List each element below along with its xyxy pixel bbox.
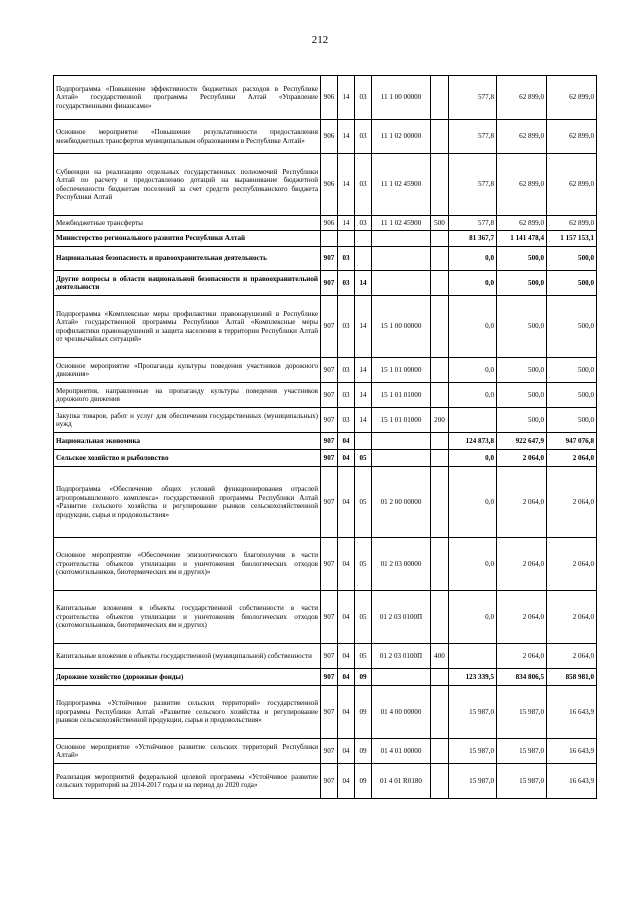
row-name: Национальная безопасность и правоохранительная деятельность (54, 247, 321, 271)
section-code: 03 (338, 408, 355, 433)
subsection-code: 03 (355, 154, 372, 216)
amount-year-1: 577,8 (449, 76, 497, 120)
amount-year-2: 62 899,0 (497, 76, 547, 120)
row-name: Основное мероприятие «Обеспечение эпизоотического благополучия в части строительства объектов утилизации и уничтожения биологических отходов (скотомогильников, биотермических ям и других)» (54, 538, 321, 591)
subsection-code: 14 (355, 358, 372, 383)
amount-year-1: 0,0 (449, 271, 497, 296)
subsection-code: 14 (355, 271, 372, 296)
expense-type-code (431, 383, 449, 408)
table-row (54, 644, 597, 669)
amount-year-3: 62 899,0 (547, 154, 597, 216)
row-name: Дорожное хозяйство (дорожные фонды) (54, 669, 321, 686)
amount-year-1: 81 367,7 (449, 231, 497, 247)
amount-year-3: 2 064,0 (547, 644, 597, 669)
subsection-code: 14 (355, 383, 372, 408)
expense-type-code (431, 450, 449, 467)
expense-type-code (431, 739, 449, 764)
amount-year-3: 500,0 (547, 408, 597, 433)
amount-year-1 (449, 408, 497, 433)
amount-year-1: 577,8 (449, 216, 497, 231)
amount-year-2: 15 987,0 (497, 764, 547, 799)
amount-year-1 (449, 644, 497, 669)
amount-year-3: 2 064,0 (547, 450, 597, 467)
grbs-code: 906 (321, 120, 338, 154)
expense-type-code (431, 433, 449, 450)
subsection-code: 09 (355, 739, 372, 764)
amount-year-3: 500,0 (547, 358, 597, 383)
table-row (54, 591, 597, 644)
row-name: Подпрограмма «Обеспечение общих условий функционирования отраслей агропромышленного комплекса» государственной программы Республики Алтай «Развитие сельского хозяйства и регулирование рынков сельскохозяйственной продукции, сырья и продовольствия» (54, 467, 321, 538)
expense-type-code (431, 669, 449, 686)
amount-year-3: 500,0 (547, 247, 597, 271)
amount-year-3: 500,0 (547, 296, 597, 358)
subsection-code: 05 (355, 538, 372, 591)
grbs-code: 907 (321, 296, 338, 358)
subsection-code: 03 (355, 76, 372, 120)
amount-year-1: 0,0 (449, 467, 497, 538)
table-row (54, 154, 597, 216)
expense-type-code (431, 467, 449, 538)
table-row (54, 231, 597, 247)
row-name: Реализация мероприятий федеральной целевой программы «Устойчивое развитие сельских территорий на 2014-2017 годы и на период до 2020 года» (54, 764, 321, 799)
section-code: 14 (338, 154, 355, 216)
row-name: Основное мероприятие «Пропаганда культуры поведения участников дорожного движения» (54, 358, 321, 383)
target-article-code: 01 4 01 R0180 (372, 764, 431, 799)
target-article-code (372, 247, 431, 271)
subsection-code: 03 (355, 120, 372, 154)
section-code: 03 (338, 271, 355, 296)
target-article-code: 01 2 00 00000 (372, 467, 431, 538)
target-article-code: 11 1 02 45900 (372, 216, 431, 231)
target-article-code: 01 2 03 00000 (372, 538, 431, 591)
amount-year-1: 0,0 (449, 538, 497, 591)
amount-year-2: 2 064,0 (497, 467, 547, 538)
table-row (54, 764, 597, 799)
amount-year-2: 500,0 (497, 296, 547, 358)
row-name: Подпрограмма «Устойчивое развитие сельских территорий» государственной программы Республики Алтай «Развитие сельского хозяйства и регулирование рынков сельскохозяйственной продукции, сырья и продовольствия» (54, 686, 321, 739)
amount-year-2: 62 899,0 (497, 154, 547, 216)
row-name: Подпрограмма «Комплексные меры профилактики правонарушений в Республике Алтай» государственной программы Республики Алтай «Комплексные меры профилактики правонарушений и защита населения в территории Республики Алтай от чрезвычайных ситуаций» (54, 296, 321, 358)
section-code: 03 (338, 296, 355, 358)
subsection-code: 05 (355, 591, 372, 644)
amount-year-1: 124 873,8 (449, 433, 497, 450)
amount-year-2: 500,0 (497, 358, 547, 383)
table-row (54, 216, 597, 231)
amount-year-2: 500,0 (497, 271, 547, 296)
amount-year-1: 0,0 (449, 591, 497, 644)
grbs-code: 906 (321, 154, 338, 216)
row-name: Межбюджетные трансферты (54, 216, 321, 231)
expense-type-code: 400 (431, 644, 449, 669)
grbs-code: 907 (321, 538, 338, 591)
amount-year-2: 922 647,9 (497, 433, 547, 450)
amount-year-2: 62 899,0 (497, 120, 547, 154)
amount-year-3: 62 899,0 (547, 216, 597, 231)
subsection-code: 03 (355, 216, 372, 231)
amount-year-2: 2 064,0 (497, 591, 547, 644)
amount-year-1: 0,0 (449, 450, 497, 467)
target-article-code (372, 271, 431, 296)
grbs-code: 907 (321, 644, 338, 669)
table-row (54, 271, 597, 296)
target-article-code (372, 669, 431, 686)
expense-type-code (431, 686, 449, 739)
row-name: Другие вопросы в области национальной безопасности и правоохранительной деятельности (54, 271, 321, 296)
amount-year-1: 0,0 (449, 296, 497, 358)
subsection-code (355, 231, 372, 247)
expense-type-code (431, 247, 449, 271)
amount-year-2: 2 064,0 (497, 644, 547, 669)
expense-type-code (431, 538, 449, 591)
row-name: Капитальные вложения в объекты государственной (муниципальной) собственности (54, 644, 321, 669)
subsection-code: 14 (355, 408, 372, 433)
target-article-code: 15 1 01 01000 (372, 408, 431, 433)
table-row (54, 120, 597, 154)
amount-year-1: 0,0 (449, 247, 497, 271)
expense-type-code (431, 271, 449, 296)
expense-type-code (431, 76, 449, 120)
subsection-code (355, 433, 372, 450)
section-code: 04 (338, 764, 355, 799)
amount-year-3: 500,0 (547, 271, 597, 296)
section-code: 04 (338, 467, 355, 538)
grbs-code: 907 (321, 467, 338, 538)
subsection-code: 05 (355, 467, 372, 538)
row-name: Основное мероприятие «Устойчивое развитие сельских территорий Республики Алтай» (54, 739, 321, 764)
target-article-code: 15 1 00 00000 (372, 296, 431, 358)
grbs-code: 907 (321, 591, 338, 644)
amount-year-3: 500,0 (547, 383, 597, 408)
target-article-code (372, 231, 431, 247)
subsection-code: 05 (355, 644, 372, 669)
amount-year-3: 1 157 153,1 (547, 231, 597, 247)
amount-year-1: 577,8 (449, 120, 497, 154)
grbs-code: 907 (321, 669, 338, 686)
target-article-code: 01 4 00 00000 (372, 686, 431, 739)
grbs-code: 907 (321, 764, 338, 799)
table-row (54, 408, 597, 433)
amount-year-3: 2 064,0 (547, 538, 597, 591)
target-article-code: 11 1 02 00000 (372, 120, 431, 154)
amount-year-3: 947 076,8 (547, 433, 597, 450)
table-row (54, 739, 597, 764)
target-article-code (372, 433, 431, 450)
budget-table (53, 75, 597, 799)
row-name: Закупка товаров, работ и услуг для обеспечения государственных (муниципальных) нужд (54, 408, 321, 433)
table-row (54, 383, 597, 408)
target-article-code: 01 2 03 0100П (372, 644, 431, 669)
row-name: Основное мероприятие «Повышение результативности предоставления межбюджетных трансфертов муниципальным образованиям в Республике Алтай» (54, 120, 321, 154)
expense-type-code (431, 154, 449, 216)
expense-type-code: 500 (431, 216, 449, 231)
section-code: 03 (338, 383, 355, 408)
amount-year-1: 0,0 (449, 383, 497, 408)
grbs-code: 907 (321, 358, 338, 383)
budget-table-body (54, 76, 597, 799)
section-code: 04 (338, 644, 355, 669)
section-code: 14 (338, 120, 355, 154)
amount-year-3: 62 899,0 (547, 120, 597, 154)
amount-year-2: 62 899,0 (497, 216, 547, 231)
section-code: 04 (338, 450, 355, 467)
target-article-code: 01 4 01 00000 (372, 739, 431, 764)
expense-type-code (431, 296, 449, 358)
section-code: 04 (338, 686, 355, 739)
amount-year-2: 15 987,0 (497, 686, 547, 739)
page-number: 212 (311, 34, 329, 46)
amount-year-2: 834 806,5 (497, 669, 547, 686)
row-name: Министерство регионального развития Республики Алтай (54, 231, 321, 247)
expense-type-code (431, 591, 449, 644)
table-row (54, 450, 597, 467)
section-code: 04 (338, 591, 355, 644)
amount-year-2: 500,0 (497, 408, 547, 433)
table-row (54, 358, 597, 383)
grbs-code: 907 (321, 433, 338, 450)
row-name: Подпрограмма «Повышение эффективности бюджетных расходов в Республике Алтай» государственной программы Республики Алтай «Управление государственными финансами» (54, 76, 321, 120)
amount-year-1: 0,0 (449, 358, 497, 383)
section-code: 04 (338, 739, 355, 764)
expense-type-code (431, 120, 449, 154)
amount-year-2: 15 987,0 (497, 739, 547, 764)
amount-year-1: 123 339,5 (449, 669, 497, 686)
amount-year-3: 2 064,0 (547, 591, 597, 644)
amount-year-2: 2 064,0 (497, 450, 547, 467)
grbs-code: 906 (321, 216, 338, 231)
table-row (54, 538, 597, 591)
row-name: Национальная экономика (54, 433, 321, 450)
amount-year-3: 16 643,9 (547, 739, 597, 764)
grbs-code: 907 (321, 247, 338, 271)
grbs-code (321, 231, 338, 247)
target-article-code (372, 450, 431, 467)
expense-type-code (431, 358, 449, 383)
amount-year-3: 16 643,9 (547, 686, 597, 739)
section-code: 04 (338, 669, 355, 686)
amount-year-1: 15 987,0 (449, 686, 497, 739)
grbs-code: 907 (321, 408, 338, 433)
subsection-code (355, 247, 372, 271)
amount-year-3: 2 064,0 (547, 467, 597, 538)
row-name: Мероприятия, направленные на пропаганду культуры поведения участников дорожного движения (54, 383, 321, 408)
section-code: 03 (338, 358, 355, 383)
target-article-code: 11 1 02 45900 (372, 154, 431, 216)
target-article-code: 01 2 03 0100П (372, 591, 431, 644)
amount-year-2: 2 064,0 (497, 538, 547, 591)
table-row (54, 296, 597, 358)
table-row (54, 433, 597, 450)
table-row (54, 76, 597, 120)
amount-year-3: 858 981,0 (547, 669, 597, 686)
table-row (54, 669, 597, 686)
amount-year-2: 500,0 (497, 383, 547, 408)
subsection-code: 09 (355, 764, 372, 799)
row-name: Субвенции на реализацию отдельных государственных полномочий Республики Алтай по расчету и предоставлению дотаций на выравнивание бюджетной обеспеченности бюджетам поселений за счет средств республиканского бюджета Республики Алтай (54, 154, 321, 216)
section-code: 04 (338, 433, 355, 450)
expense-type-code (431, 231, 449, 247)
expense-type-code (431, 764, 449, 799)
grbs-code: 907 (321, 271, 338, 296)
row-name: Капитальные вложения в объекты государственной собственности в части строительства объектов утилизации и уничтожения биологических отходов (скотомогильников, биотермических ям и других) (54, 591, 321, 644)
amount-year-3: 16 643,9 (547, 764, 597, 799)
section-code: 14 (338, 216, 355, 231)
expense-type-code: 200 (431, 408, 449, 433)
amount-year-1: 577,8 (449, 154, 497, 216)
target-article-code: 15 1 01 00000 (372, 358, 431, 383)
table-row (54, 686, 597, 739)
amount-year-3: 62 899,0 (547, 76, 597, 120)
table-row (54, 247, 597, 271)
row-name: Сельское хозяйство и рыболовство (54, 450, 321, 467)
grbs-code: 907 (321, 383, 338, 408)
target-article-code: 11 1 00 00000 (372, 76, 431, 120)
subsection-code: 05 (355, 450, 372, 467)
section-code: 04 (338, 538, 355, 591)
subsection-code: 09 (355, 686, 372, 739)
section-code: 14 (338, 76, 355, 120)
section-code: 03 (338, 247, 355, 271)
grbs-code: 907 (321, 739, 338, 764)
table-row (54, 467, 597, 538)
amount-year-2: 500,0 (497, 247, 547, 271)
target-article-code: 15 1 01 01000 (372, 383, 431, 408)
amount-year-1: 15 987,0 (449, 739, 497, 764)
subsection-code: 14 (355, 296, 372, 358)
grbs-code: 907 (321, 686, 338, 739)
grbs-code: 907 (321, 450, 338, 467)
amount-year-1: 15 987,0 (449, 764, 497, 799)
grbs-code: 906 (321, 76, 338, 120)
section-code (338, 231, 355, 247)
amount-year-2: 1 141 478,4 (497, 231, 547, 247)
subsection-code: 09 (355, 669, 372, 686)
